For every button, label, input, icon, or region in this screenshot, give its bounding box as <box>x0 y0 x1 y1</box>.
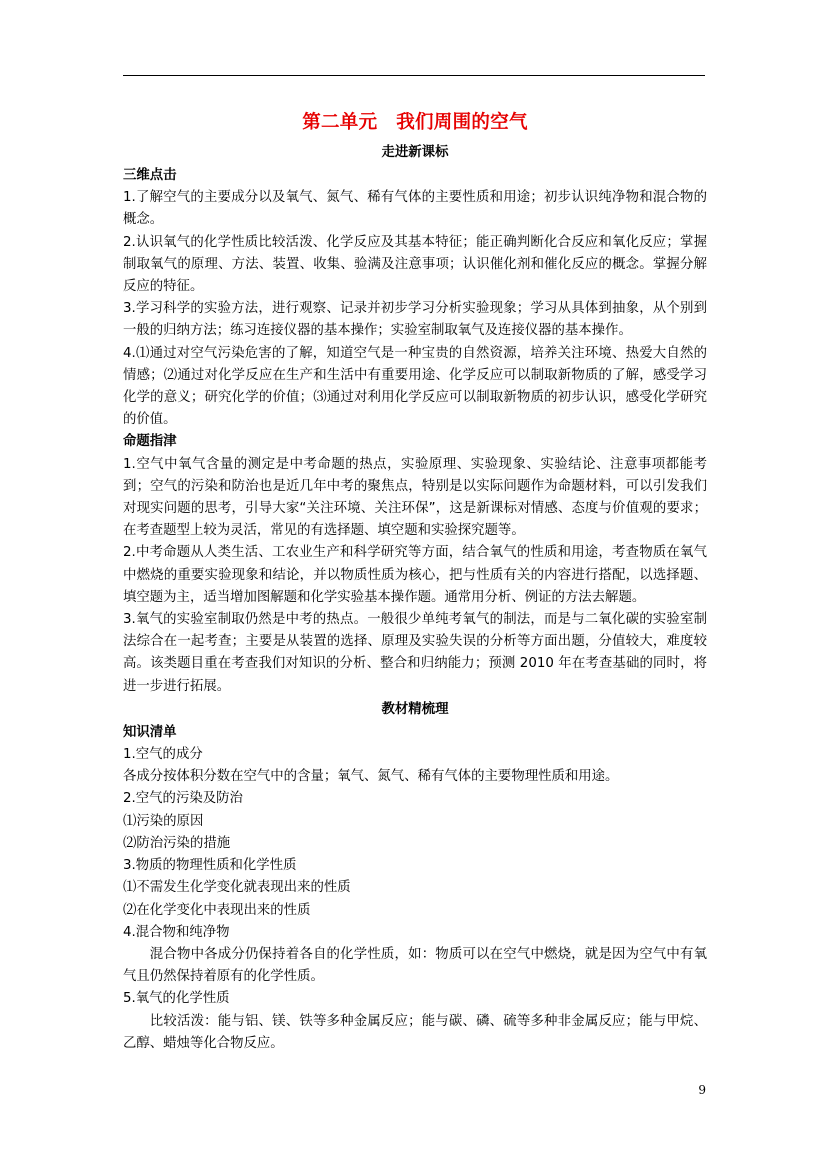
knowledge-item-text: 比较活泼：能与铝、镁、铁等多种金属反应；能与碳、磷、硫等多种非金属反应；能与甲烷、乙醇、蜡烛等化合物反应。 <box>123 1013 707 1051</box>
section-heading-new-standard: 走进新课标 <box>381 145 449 160</box>
knowledge-item-title: 3.物质的物理性质和化学性质 <box>123 858 297 874</box>
knowledge-subitem: ⑵在化学变化中表现出来的性质 <box>123 902 311 918</box>
unit-title: 第二单元 我们周围的空气 <box>302 112 528 133</box>
knowledge-item-text: 各成分按体积分数在空气中的含量；氧气、氮气、稀有气体的主要物理性质和用途。 <box>123 769 619 785</box>
subheading-exam-guide: 命题指津 <box>123 434 177 450</box>
page-number: 9 <box>698 1083 706 1097</box>
subheading-knowledge-list: 知识清单 <box>123 724 177 740</box>
knowledge-subitem: ⑵防治污染的措施 <box>123 835 231 851</box>
list-item: 3.学习科学的实验方法，进行观察、记录并初步学习分析实验现象；学习从具体到抽象，从个别到一般的归纳方法；练习连接仪器的基本操作；实验室制取氧气及连接仪器的基本操作。 <box>123 301 707 339</box>
list-item: 1.空气中氧气含量的测定是中考命题的热点，实验原理、实验现象、实验结论、注意事项都能考到；空气的污染和防治也是近几年中考的聚焦点，特别是以实际问题作为命题材料，可以引发我们对现实问题的思考，引导大家“关注环境、关注环保”，这是新课标对情感、态度与价值观的要求；在考查题型上较为灵活，常见的有选择题、填空题和实验探究题等。 <box>123 456 707 539</box>
section-heading-textbook-review: 教材精梳理 <box>381 701 449 717</box>
knowledge-item-text: 混合物中各成分仍保持着各自的化学性质，如：物质可以在空气中燃烧，就是因为空气中有氧气且仍然保持着原有的化学性质。 <box>123 946 707 985</box>
subheading-three-dimensions: 三维点击 <box>123 168 177 183</box>
knowledge-subitem: ⑴不需发生化学变化就表现出来的性质 <box>123 880 351 896</box>
knowledge-item-title: 1.空气的成分 <box>123 747 203 763</box>
knowledge-item-title: 2.空气的污染及防治 <box>123 791 243 807</box>
knowledge-item-title: 4.混合物和纯净物 <box>123 924 230 940</box>
list-item: 3.氧气的实验室制取仍然是中考的热点。一般很少单纯考氧气的制法，而是与二氧化碳的实验室制法综合在一起考查；主要是从装置的选择、原理及实验失误的分析等方面出题，分值较大，难度较高。该类题目重在考查我们对知识的分析、整合和归纳能力；预测 2010 年在考查基础的同时，将进一步进行拓展。 <box>123 612 707 694</box>
list-item: 1.了解空气的主要成分以及氧气、氮气、稀有气体的主要性质和用途；初步认识纯净物和混合物的概念。 <box>123 190 707 228</box>
list-item: 2.中考命题从人类生活、工农业生产和科学研究等方面，结合氧气的性质和用途，考查物质在氧气中燃烧的重要实验现象和结论，并以物质性质为核心，把与性质有关的内容进行搭配，以选择题、填空题为主，适当增加图解题和化学实验基本操作题。通常用分析、例证的方法去解题。 <box>123 545 707 605</box>
list-item: 4.⑴通过对空气污染危害的了解，知道空气是一种宝贵的自然资源，培养关注环境、热爱大自然的情感；⑵通过对化学反应在生产和生活中有重要用途、化学反应可以制取新物质的了解，感受学习化学的意义；研究化学的价值；⑶通过对利用化学反应可以制取新物质的初步认识，感受化学研究的价值。 <box>123 345 707 428</box>
header-rule <box>123 75 705 76</box>
list-item: 2.认识氧气的化学性质比较活泼、化学反应及其基本特征；能正确判断化合反应和氧化反应；掌握制取氧气的原理、方法、装置、收集、验满及注意事项；认识催化剂和催化反应的概念。掌握分解反应的特征。 <box>123 234 707 295</box>
page-content <box>123 108 707 1055</box>
knowledge-subitem: ⑴污染的原因 <box>123 813 204 829</box>
knowledge-item-title: 5.氧气的化学性质 <box>123 991 230 1007</box>
